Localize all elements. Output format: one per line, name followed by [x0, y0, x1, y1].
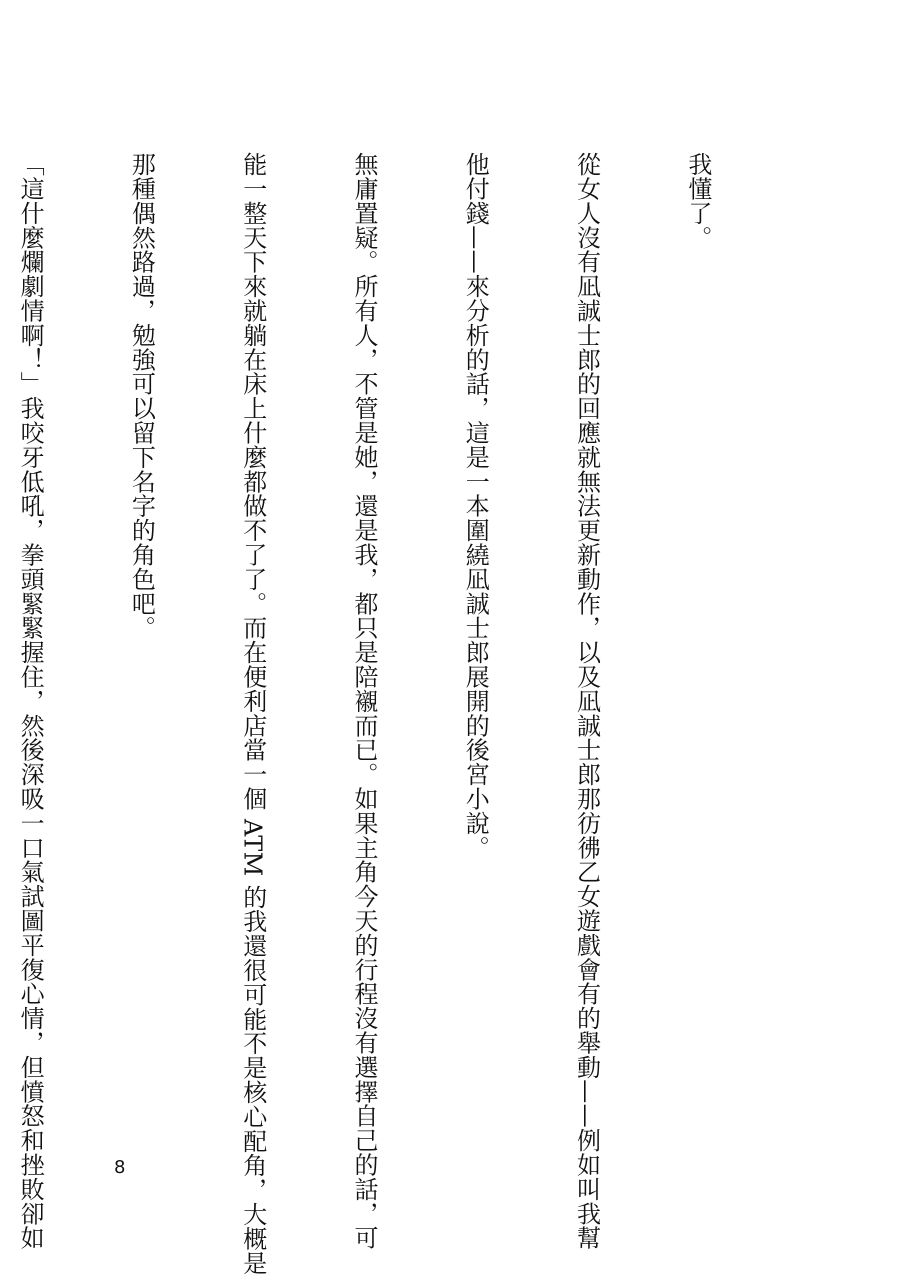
text-column: 那種偶然路過，勉強可以留下名字的角色吧。 [127, 152, 156, 640]
text-column: 從女人沒有凪誠士郎的回應就無法更新動作，以及凪誠士郎那彷彿乙女遊戲會有的舉動——例如叫我幫 [572, 152, 601, 1250]
text-column: 我懂了。 [683, 152, 712, 250]
text-column: 「這什麼爛劇情啊！」我咬牙低吼，拳頭緊緊握住，然後深吸一口氣試圖平復心情，但憤怒和挫敗卻如 [16, 152, 45, 1250]
page-number: 8 [114, 1157, 126, 1178]
text-column: 他付錢——來分析的話，這是一本圍繞凪誠士郎展開的後宮小說。 [461, 152, 490, 860]
vertical-text-body [16, 152, 790, 1276]
text-column: 能一整天下來就躺在床上什麼都做不了了。而在便利店當一個 ATM 的我還很可能不是核心配角，大概是 [238, 152, 267, 1276]
text-column: 無庸置疑。所有人，不管是她，還是我，都只是陪襯而已。如果主角今天的行程沒有選擇自己的話，可 [349, 152, 378, 1250]
